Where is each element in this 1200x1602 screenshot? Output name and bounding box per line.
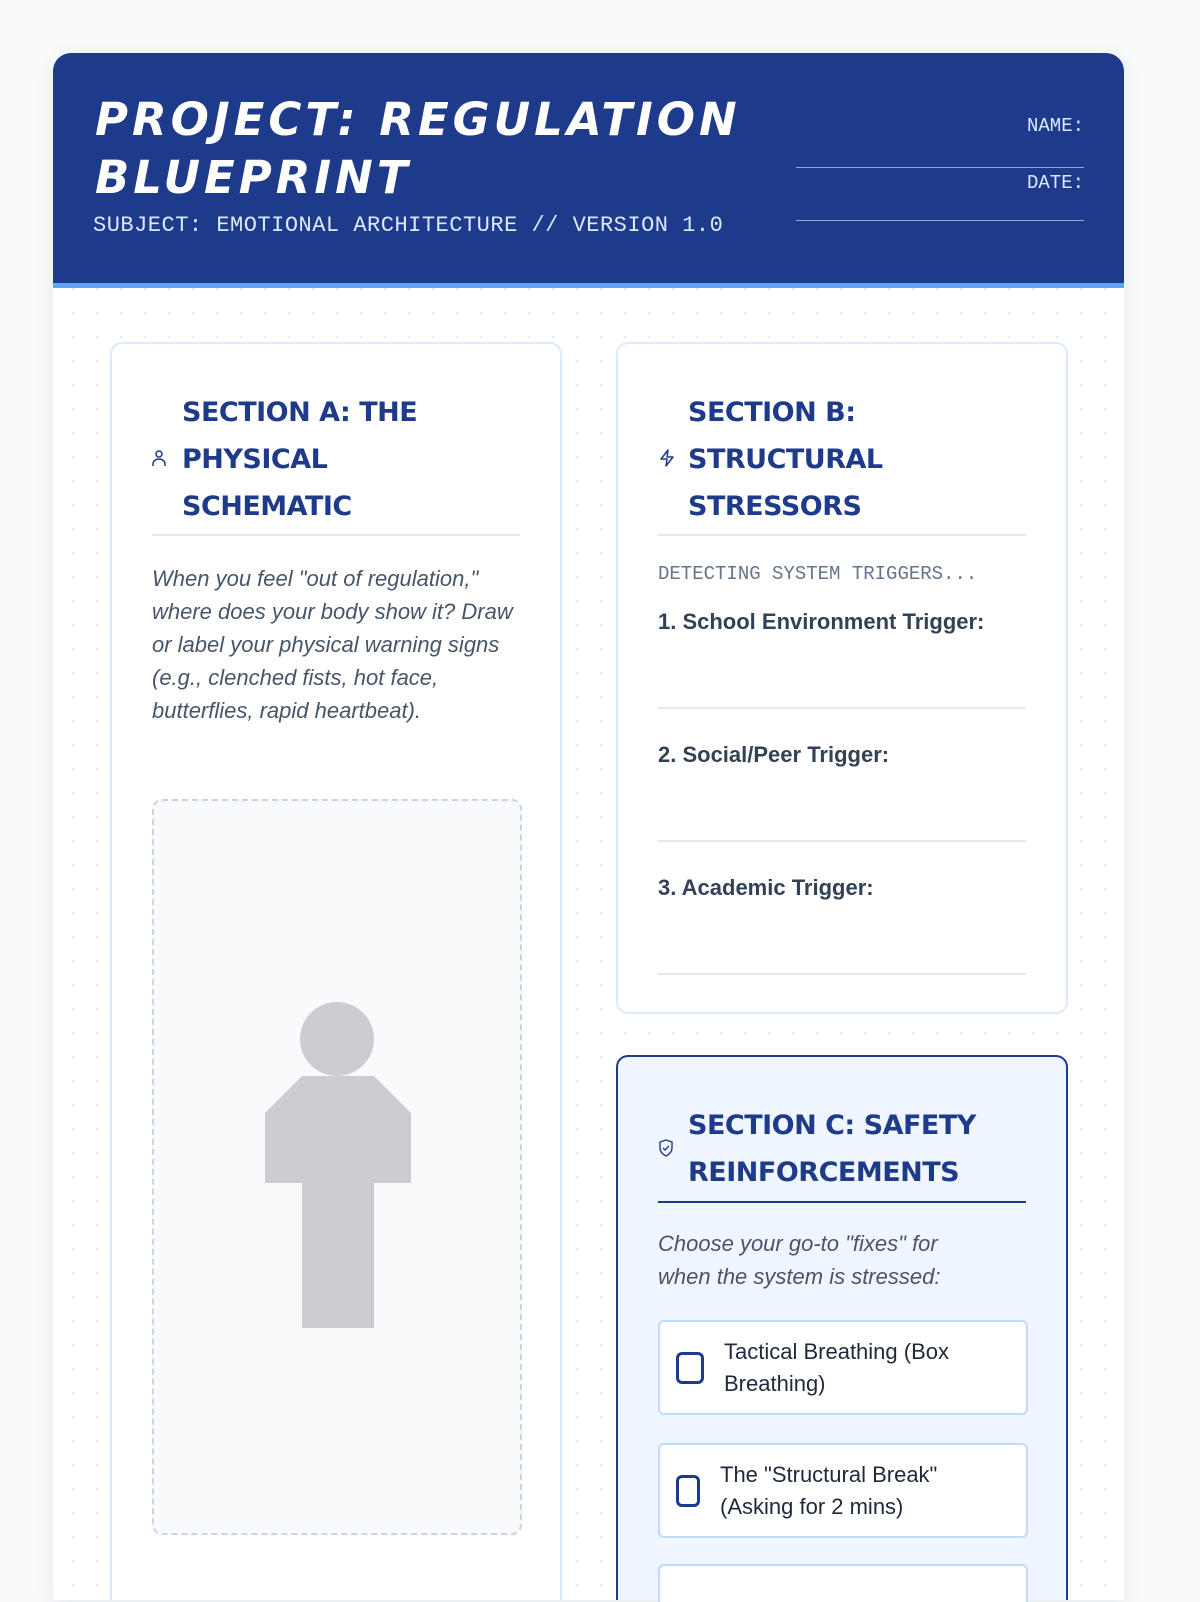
section-a-card [110,342,562,1600]
body-drawing-area[interactable] [152,799,522,1535]
option-label: The "Structural Break" (Asking for 2 mins) [720,1461,938,1519]
option-label: Tactical Breathing (Box Breathing) [724,1338,949,1396]
checkbox[interactable] [676,1475,700,1507]
header [53,53,1124,288]
trigger-field-social[interactable] [658,742,1026,842]
lightning-icon [658,449,688,470]
trigger-label: 3. Academic Trigger: [658,875,874,900]
name-field[interactable] [796,115,1084,168]
date-label: DATE: [1026,172,1084,194]
section-b-title: SECTION B: STRUCTURAL STRESSORS [688,396,883,522]
date-field[interactable] [796,168,1084,221]
section-c-header [658,1097,1026,1203]
body-silhouette-icon [154,801,520,1532]
section-a-header [152,384,520,536]
option-structural-break[interactable] [658,1443,1028,1538]
trigger-field-academic[interactable] [658,875,1026,975]
section-a-title: SECTION A: THE PHYSICAL SCHEMATIC [182,396,418,522]
section-c-title: SECTION C: SAFETY REINFORCEMENTS [688,1110,976,1188]
status-text: DETECTING SYSTEM TRIGGERS... [658,563,978,585]
trigger-label: 2. Social/Peer Trigger: [658,742,890,767]
section-c-card [616,1055,1068,1600]
option-partial[interactable] [658,1564,1028,1602]
section-b-header [658,384,1026,536]
name-date-fields [796,115,1084,221]
person-icon [152,449,182,470]
page-title: PROJECT: REGULATION BLUEPRINT [95,93,741,204]
section-c-prompt: Choose your go-to "fixes" for when the system is stressed: [658,1231,941,1289]
section-a-prompt: When you feel "out of regulation," where does your body show it? Draw or label your physical warning signs (e.g., clenched fists, hot face, butterflies, rapid heartbeat). [152,566,513,723]
name-label: NAME: [1026,115,1084,137]
shield-check-icon [658,1139,688,1160]
subtitle: SUBJECT: EMOTIONAL ARCHITECTURE // VERSION 1.0 [93,213,724,238]
trigger-label: 1. School Environment Trigger: [658,609,985,634]
worksheet [53,53,1124,1600]
trigger-field-school[interactable] [658,609,1026,709]
section-b-card [616,342,1068,1014]
checkbox[interactable] [676,1352,704,1384]
option-box-breathing[interactable] [658,1320,1028,1415]
